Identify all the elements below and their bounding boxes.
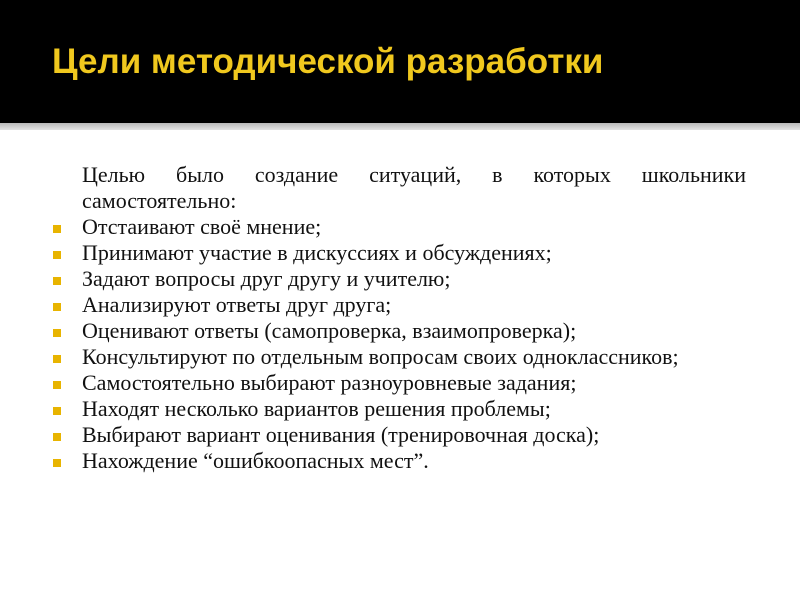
bullet-icon	[53, 303, 61, 311]
content-area	[52, 162, 746, 474]
bullet-icon	[53, 355, 61, 363]
list-item	[52, 396, 746, 422]
list-item-text: Нахождение “ошибкоопасных мест”.	[82, 448, 429, 473]
list-item	[52, 448, 746, 474]
title-bar	[0, 0, 800, 123]
intro-text: Целью было создание ситуаций, в которых школьники самостоятельно:	[82, 162, 746, 213]
list-item-text: Находят несколько вариантов решения проблемы;	[82, 396, 551, 421]
list-item	[52, 344, 746, 370]
list-item	[52, 292, 746, 318]
list-item	[52, 370, 746, 396]
bullet-icon	[53, 433, 61, 441]
list-item	[52, 214, 746, 240]
list-item	[52, 422, 746, 448]
list-item-text: Оценивают ответы (самопроверка, взаимопроверка);	[82, 318, 577, 343]
title-divider	[0, 123, 800, 130]
bullet-icon	[53, 381, 61, 389]
bullet-icon	[53, 329, 61, 337]
list-item	[52, 318, 746, 344]
list-item-text: Принимают участие в дискуссиях и обсуждениях;	[82, 240, 552, 265]
list-item-text: Анализируют ответы друг друга;	[82, 292, 392, 317]
list-item	[52, 266, 746, 292]
list-item	[52, 240, 746, 266]
bullet-icon	[53, 407, 61, 415]
list-item-text: Самостоятельно выбирают разноуровневые задания;	[82, 370, 577, 395]
bullet-list	[52, 214, 746, 474]
list-item-text: Задают вопросы друг другу и учителю;	[82, 266, 451, 291]
bullet-icon	[53, 251, 61, 259]
bullet-icon	[53, 225, 61, 233]
bullet-icon	[53, 459, 61, 467]
list-item-text: Консультируют по отдельным вопросам своих одноклассников;	[82, 344, 679, 369]
slide-title: Цели методической разработки	[52, 42, 604, 81]
list-item-text: Отстаивают своё мнение;	[82, 214, 322, 239]
list-item-text: Выбирают вариант оценивания (тренировочная доска);	[82, 422, 600, 447]
bullet-icon	[53, 277, 61, 285]
